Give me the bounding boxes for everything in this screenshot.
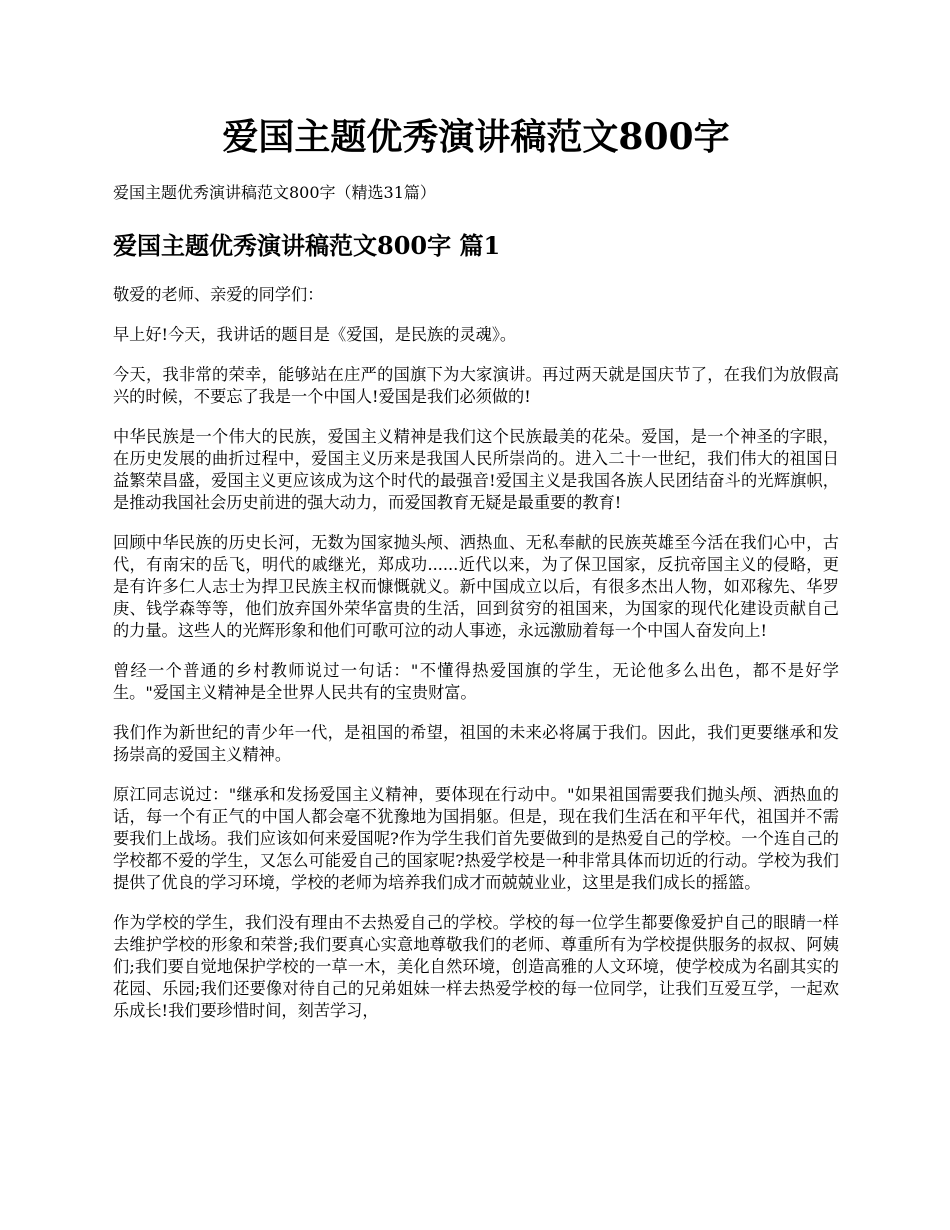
paragraph: 曾经一个普通的乡村教师说过一句话："不懂得热爱国旗的学生，无论他多么出色，都不是好学生。"爱国主义精神是全世界人民共有的宝贵财富。 — [113, 661, 839, 702]
paragraph-greeting: 敬爱的老师、亲爱的同学们： — [113, 285, 324, 304]
paragraph: 作为学校的学生，我们没有理由不去热爱自己的学校。学校的每一位学生都要像爱护自己的眼睛一样去维护学校的形象和荣誉;我们要真心实意地尊敬我们的老师、尊重所有为学校提供服务的叔叔、阿姨们;我们要自觉地保护学校的一草一木，美化自然环境，创造高雅的人文环境，使学校成为名副其实的花园、乐园;我们还要像对待自己的兄弟姐妹一样去热爱学校的每一位同学，让我们互爱互学，一起欢乐成长!我们要珍惜时间，刻苦学习， — [113, 913, 839, 1020]
paragraph: 中华民族是一个伟大的民族，爱国主义精神是我们这个民族最美的花朵。爱国，是一个神圣的字眼，在历史发展的曲折过程中，爱国主义历来是我国人民所崇尚的。进入二十一世纪，我们伟大的祖国日益繁荣昌盛，爱国主义更应该成为这个时代的最强音!爱国主义是我国各族人民团结奋斗的光辉旗帜，是推动我国社会历史前进的强大动力，而爱国教育无疑是最重要的教育! — [113, 427, 839, 512]
paragraph: 我们作为新世纪的青少年一代，是祖国的希望，祖国的未来必将属于我们。因此，我们更要继承和发扬崇高的爱国主义精神。 — [113, 723, 839, 764]
paragraph: 回顾中华民族的历史长河，无数为国家抛头颅、洒热血、无私奉献的民族英雄至今活在我们心中，古代，有南宋的岳飞，明代的戚继光，郑成功......近代以来，为了保卫国家，反抗帝国主义的侵略，更是有许多仁人志士为捍卫民族主权而慷慨就义。新中国成立以后，有很多杰出人物，如邓稼先、华罗庚、钱学森等等，他们放弃国外荣华富贵的生活，回到贫穷的祖国来，为国家的现代化建设贡献自己的力量。这些人的光辉形象和他们可歌可泣的动人事迹，永远激励着每一个中国人奋发向上! — [113, 533, 839, 640]
section-heading: 爱国主题优秀演讲稿范文800字 篇1 — [113, 231, 501, 260]
paragraph: 原江同志说过："继承和发扬爱国主义精神，要体现在行动中。"如果祖国需要我们抛头颅、洒热血的话，每一个有正气的中国人都会毫不犹豫地为国捐躯。但是，现在我们生活在和平年代，祖国并不需要我们上战场。我们应该如何来爱国呢?作为学生我们首先要做到的是热爱自己的学校。一个连自己的学校都不爱的学生，又怎么可能爱自己的国家呢?热爱学校是一种非常具体而切近的行动。学校为我们提供了优良的学习环境，学校的老师为培养我们成才而兢兢业业，这里是我们成长的摇篮。 — [113, 785, 839, 892]
document-subtitle: 爱国主题优秀演讲稿范文800字（精选31篇） — [113, 183, 436, 202]
document-page — [113, 0, 839, 1022]
document-title: 爱国主题优秀演讲稿范文800字 — [222, 116, 730, 158]
paragraph: 今天，我非常的荣幸，能够站在庄严的国旗下为大家演讲。再过两天就是国庆节了，在我们为放假高兴的时候，不要忘了我是一个中国人!爱国是我们必须做的! — [113, 365, 839, 406]
paragraph: 早上好!今天，我讲话的题目是《爱国，是民族的灵魂》。 — [113, 325, 517, 344]
